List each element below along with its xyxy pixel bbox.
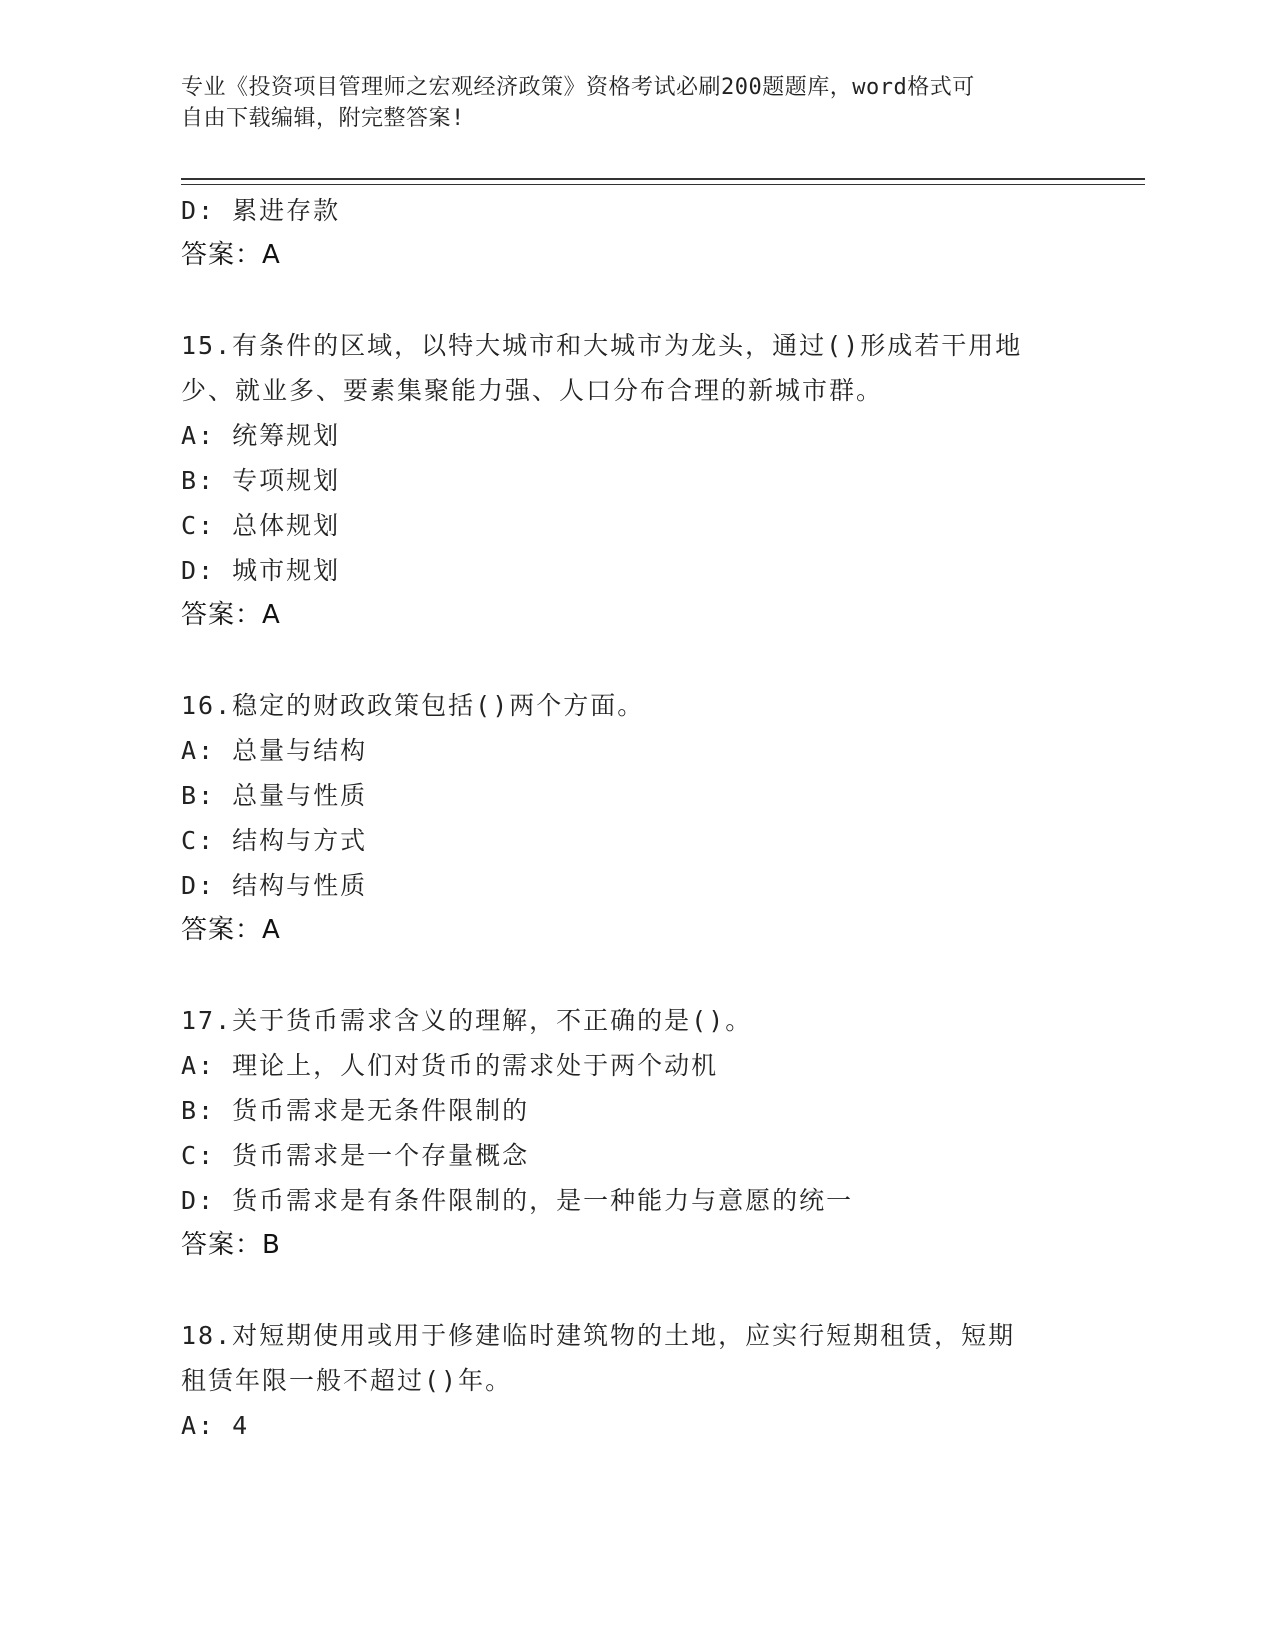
answer-line: 答案：A: [181, 600, 281, 630]
question-15: [181, 323, 1081, 638]
answer-line: 答案：A: [181, 915, 281, 945]
option-b: B: 货币需求是无条件限制的: [181, 1096, 530, 1125]
option-a: A: 4: [181, 1411, 250, 1440]
spacer: [181, 953, 1081, 998]
header-line-1: 专业《投资项目管理师之宏观经济政策》资格考试必刷200题题库，word格式可: [181, 75, 975, 100]
option-c: C: 总体规划: [181, 511, 341, 540]
question-list: [181, 188, 1081, 1448]
option-a: A: 总量与结构: [181, 736, 368, 765]
option-a: A: 统筹规划: [181, 421, 341, 450]
question-text: 17.关于货币需求含义的理解，不正确的是()。: [181, 1006, 753, 1035]
spacer: [181, 638, 1081, 683]
option-b: B: 总量与性质: [181, 781, 368, 810]
option-d: D: 累进存款: [181, 196, 341, 225]
header-rule-thin: [181, 184, 1145, 185]
question-16: [181, 683, 1081, 953]
option-c: C: 结构与方式: [181, 826, 368, 855]
question-18: [181, 1313, 1081, 1448]
question-17: [181, 998, 1081, 1268]
answer-line: 答案：A: [181, 240, 281, 270]
spacer: [181, 1268, 1081, 1313]
question-text: 15.有条件的区域，以特大城市和大城市为龙头，通过()形成若干用地: [181, 331, 1023, 360]
question-text: 16.稳定的财政政策包括()两个方面。: [181, 691, 645, 720]
question-text: 18.对短期使用或用于修建临时建筑物的土地，应实行短期租赁，短期: [181, 1321, 1016, 1350]
option-d: D: 城市规划: [181, 556, 341, 585]
question-text: 少、就业多、要素集聚能力强、人口分布合理的新城市群。: [181, 376, 884, 405]
spacer: [181, 278, 1081, 323]
header-line-2: 自由下载编辑，附完整答案!: [181, 106, 465, 131]
option-a: A: 理论上，人们对货币的需求处于两个动机: [181, 1051, 719, 1080]
option-d: D: 结构与性质: [181, 871, 368, 900]
page-header: [181, 72, 1041, 134]
header-rule-thick: [181, 178, 1145, 180]
question-text: 租赁年限一般不超过()年。: [181, 1366, 513, 1395]
option-b: B: 专项规划: [181, 466, 341, 495]
option-c: C: 货币需求是一个存量概念: [181, 1141, 530, 1170]
option-d: D: 货币需求是有条件限制的，是一种能力与意愿的统一: [181, 1186, 854, 1215]
answer-line: 答案：B: [181, 1230, 281, 1260]
